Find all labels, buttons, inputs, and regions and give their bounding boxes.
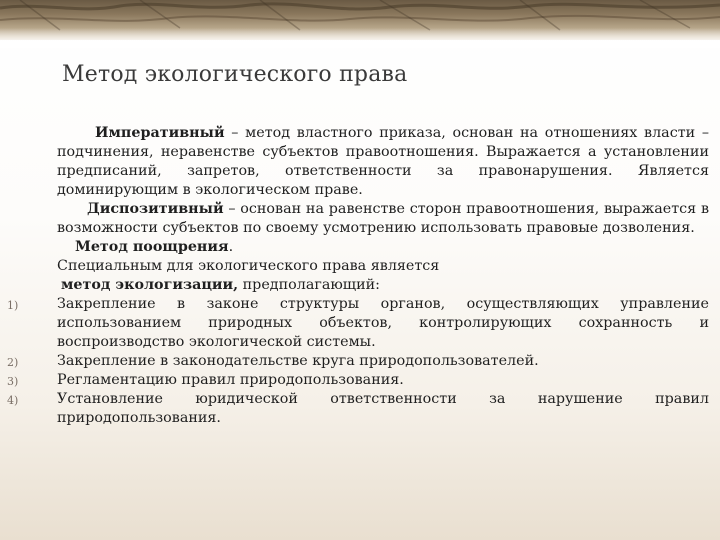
text-ecologization: предполагающий: [238, 277, 380, 293]
text-imperative: – метод властного приказа, основан на отношениях власти – подчинения, неравенстве субъектов правоотношения. Выражается а установлении предписаний, запретов, ответственности за правонарушения. Является доминирующим в экологическом праве. [57, 125, 709, 198]
list-item-number: 2) [7, 356, 19, 369]
paragraph-ecologization [57, 276, 709, 295]
paragraph-incentive [57, 238, 709, 257]
list-item [7, 295, 709, 352]
list-item-number: 3) [7, 375, 19, 388]
banner-fade [0, 28, 720, 48]
text-dispositive: – основан на равенстве сторон правоотношения, выражается в возможности субъектов по своему усмотрению использовать правовые дозволения. [57, 201, 709, 236]
term-imperative: Императивный [95, 125, 225, 141]
paragraph-special: Специальным для экологического права является [57, 258, 440, 274]
list-item-text: Закрепление в законодательстве круга природопользователей. [57, 353, 539, 369]
list-item-text: Закрепление в законе структуры органов, осуществляющих управление использованием природных объектов, контролирующих сохранность и воспроизводство экологической системы. [57, 296, 709, 350]
list-item-text: Установление юридической ответственности за нарушение правил природопользования. [57, 391, 709, 426]
paragraph-imperative [57, 124, 709, 200]
term-incentive: Метод поощрения [75, 239, 229, 255]
text-incentive-tail: . [228, 239, 234, 255]
term-ecologization: метод экологизации, [61, 277, 239, 293]
list-item-number: 1) [7, 299, 19, 312]
paragraph-dispositive [57, 200, 709, 238]
list-item [7, 371, 709, 390]
slide-title: Метод экологического права [62, 62, 408, 87]
slide-body [7, 124, 709, 428]
list-item-number: 4) [7, 394, 19, 407]
term-dispositive: Диспозитивный [87, 201, 224, 217]
list-item [7, 352, 709, 371]
list-item [7, 390, 709, 428]
list-item-text: Регламентацию правил природопользования. [57, 372, 404, 388]
